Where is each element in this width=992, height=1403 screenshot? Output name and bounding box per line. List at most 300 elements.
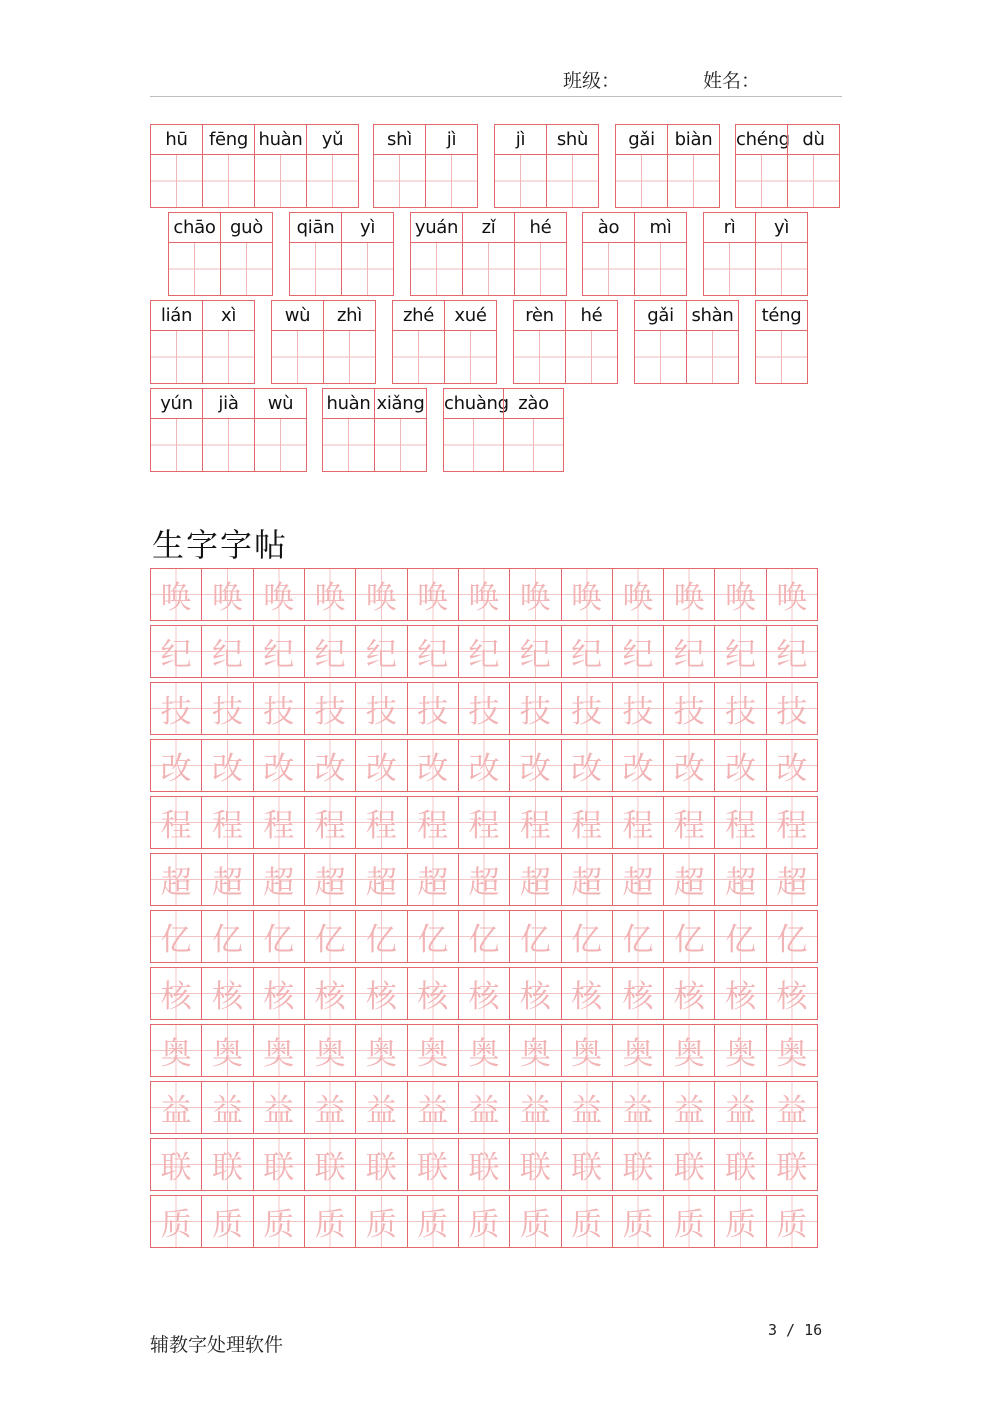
tracing-cell[interactable]: 核: [253, 968, 304, 1019]
pinyin-word-group: [322, 388, 427, 472]
character-writing-box[interactable]: [515, 243, 566, 295]
tracing-cell[interactable]: 超: [509, 854, 560, 905]
tracing-cell[interactable]: 亿: [151, 911, 201, 962]
pinyin-cell: [202, 301, 254, 383]
tracing-cell[interactable]: 改: [151, 740, 201, 791]
tracing-cell[interactable]: 亿: [407, 911, 458, 962]
character-writing-box[interactable]: [736, 155, 787, 207]
pinyin-cell: [323, 389, 374, 471]
tracing-cell[interactable]: 唤: [766, 569, 817, 620]
pinyin-word-group: [373, 124, 478, 208]
character-writing-box[interactable]: [203, 155, 254, 207]
pinyin-cell: [495, 125, 546, 207]
tracing-cell[interactable]: 技: [766, 683, 817, 734]
tracing-cell[interactable]: 改: [407, 740, 458, 791]
tracing-cell[interactable]: 核: [766, 968, 817, 1019]
tracing-cell[interactable]: 奥: [458, 1025, 509, 1076]
character-writing-box[interactable]: [203, 419, 254, 471]
pinyin-syllable: lián: [151, 301, 202, 331]
tracing-cell[interactable]: 亿: [355, 911, 406, 962]
pinyin-cell: [462, 213, 514, 295]
tracing-cell[interactable]: 纪: [201, 626, 252, 677]
tracing-cell[interactable]: 奥: [612, 1025, 663, 1076]
tracing-cell[interactable]: 质: [561, 1196, 612, 1247]
pinyin-syllable: shàn: [687, 301, 738, 331]
tracing-cell[interactable]: 程: [714, 797, 765, 848]
tracing-cell[interactable]: 联: [407, 1139, 458, 1190]
pinyin-cell: [704, 213, 755, 295]
character-writing-box[interactable]: [463, 243, 514, 295]
pinyin-syllable: shì: [374, 125, 425, 155]
tracing-cell[interactable]: 改: [766, 740, 817, 791]
tracing-cell[interactable]: 改: [714, 740, 765, 791]
pinyin-syllable: fēng: [203, 125, 254, 155]
header-divider: [150, 96, 842, 97]
tracing-cell[interactable]: 纪: [612, 626, 663, 677]
practice-grid: [150, 568, 818, 1252]
tracing-cell[interactable]: 唤: [561, 569, 612, 620]
character-writing-box[interactable]: [375, 419, 426, 471]
pinyin-cell: [755, 213, 807, 295]
tracing-cell[interactable]: 唤: [663, 569, 714, 620]
tracing-cell[interactable]: 唤: [201, 569, 252, 620]
tracing-cell[interactable]: 改: [304, 740, 355, 791]
character-writing-box[interactable]: [169, 243, 220, 295]
pinyin-cell: [635, 301, 686, 383]
tracing-cell[interactable]: 技: [304, 683, 355, 734]
tracing-cell[interactable]: 纪: [714, 626, 765, 677]
tracing-cell[interactable]: 奥: [509, 1025, 560, 1076]
tracing-cell[interactable]: 唤: [714, 569, 765, 620]
tracing-cell[interactable]: 奥: [714, 1025, 765, 1076]
tracing-cell[interactable]: 唤: [509, 569, 560, 620]
tracing-cell[interactable]: 亿: [766, 911, 817, 962]
tracing-cell[interactable]: 奥: [151, 1025, 201, 1076]
character-writing-box[interactable]: [393, 331, 444, 383]
pinyin-cell: [787, 125, 839, 207]
pinyin-cell: [514, 213, 566, 295]
pinyin-syllable: jì: [495, 125, 546, 155]
pinyin-syllable: yún: [151, 389, 202, 419]
tracing-cell[interactable]: 程: [253, 797, 304, 848]
tracing-cell[interactable]: 改: [509, 740, 560, 791]
pinyin-cell: [393, 301, 444, 383]
tracing-cell[interactable]: 奥: [561, 1025, 612, 1076]
tracing-cell[interactable]: 技: [201, 683, 252, 734]
pinyin-cell: [616, 125, 667, 207]
tracing-cell[interactable]: 超: [458, 854, 509, 905]
tracing-cell[interactable]: 唤: [253, 569, 304, 620]
pinyin-syllable: shù: [547, 125, 598, 155]
tracing-cell[interactable]: 唤: [304, 569, 355, 620]
practice-row: [150, 853, 818, 906]
tracing-cell[interactable]: 益: [407, 1082, 458, 1133]
character-writing-box[interactable]: [687, 331, 738, 383]
pinyin-syllable: hé: [515, 213, 566, 243]
pinyin-cell: [444, 389, 509, 471]
tracing-cell[interactable]: 质: [714, 1196, 765, 1247]
pinyin-syllable: wù: [255, 389, 306, 419]
pinyin-syllable: yuán: [411, 213, 462, 243]
tracing-cell[interactable]: 超: [561, 854, 612, 905]
tracing-cell[interactable]: 超: [663, 854, 714, 905]
tracing-cell[interactable]: 程: [766, 797, 817, 848]
pinyin-syllable: biàn: [668, 125, 719, 155]
tracing-cell[interactable]: 技: [253, 683, 304, 734]
tracing-cell[interactable]: 亿: [612, 911, 663, 962]
tracing-cell[interactable]: 益: [714, 1082, 765, 1133]
tracing-cell[interactable]: 质: [766, 1196, 817, 1247]
pinyin-word-group: [410, 212, 567, 296]
pinyin-syllable: huàn: [255, 125, 306, 155]
pinyin-cell: [341, 213, 393, 295]
pinyin-word-group: [735, 124, 840, 208]
pinyin-syllable: xué: [445, 301, 496, 331]
practice-row: [150, 568, 818, 621]
pinyin-cell: [202, 389, 254, 471]
tracing-cell[interactable]: 奥: [355, 1025, 406, 1076]
tracing-cell[interactable]: 奥: [766, 1025, 817, 1076]
tracing-cell[interactable]: 亿: [663, 911, 714, 962]
tracing-cell[interactable]: 联: [304, 1139, 355, 1190]
tracing-cell[interactable]: 程: [201, 797, 252, 848]
tracing-cell[interactable]: 奥: [663, 1025, 714, 1076]
tracing-cell[interactable]: 联: [509, 1139, 560, 1190]
tracing-cell[interactable]: 唤: [407, 569, 458, 620]
pinyin-word-group: [271, 300, 376, 384]
pinyin-syllable: téng: [756, 301, 807, 331]
tracing-cell[interactable]: 联: [714, 1139, 765, 1190]
pinyin-syllable: hé: [566, 301, 617, 331]
pinyin-cell: [411, 213, 462, 295]
tracing-cell[interactable]: 益: [304, 1082, 355, 1133]
tracing-cell[interactable]: 质: [253, 1196, 304, 1247]
character-writing-box[interactable]: [151, 419, 202, 471]
tracing-cell[interactable]: 益: [561, 1082, 612, 1133]
tracing-cell[interactable]: 纪: [151, 626, 201, 677]
practice-row: [150, 1024, 818, 1077]
pinyin-cell: [254, 389, 306, 471]
tracing-cell[interactable]: 程: [151, 797, 201, 848]
tracing-cell[interactable]: 亿: [201, 911, 252, 962]
tracing-cell[interactable]: 核: [407, 968, 458, 1019]
character-writing-box[interactable]: [290, 243, 341, 295]
practice-row: [150, 625, 818, 678]
character-writing-box[interactable]: [788, 155, 839, 207]
pinyin-syllable: jià: [203, 389, 254, 419]
character-writing-box[interactable]: [635, 331, 686, 383]
pinyin-syllable: xì: [203, 301, 254, 331]
character-writing-box[interactable]: [756, 243, 807, 295]
pinyin-syllable: mì: [635, 213, 686, 243]
tracing-cell[interactable]: 改: [612, 740, 663, 791]
tracing-cell[interactable]: 程: [612, 797, 663, 848]
tracing-cell[interactable]: 质: [407, 1196, 458, 1247]
pinyin-syllable: ào: [583, 213, 634, 243]
pinyin-cell: [254, 125, 306, 207]
character-writing-box[interactable]: [323, 419, 374, 471]
tracing-cell[interactable]: 奥: [201, 1025, 252, 1076]
pinyin-syllable: jì: [426, 125, 477, 155]
character-writing-box[interactable]: [151, 331, 202, 383]
tracing-cell[interactable]: 纪: [766, 626, 817, 677]
tracing-cell[interactable]: 联: [766, 1139, 817, 1190]
tracing-cell[interactable]: 质: [458, 1196, 509, 1247]
practice-row: [150, 1195, 818, 1248]
pinyin-word-group: [289, 212, 394, 296]
tracing-cell[interactable]: 纪: [561, 626, 612, 677]
character-writing-box[interactable]: [374, 155, 425, 207]
tracing-cell[interactable]: 改: [355, 740, 406, 791]
pinyin-syllable: guò: [221, 213, 272, 243]
pinyin-word-group: [634, 300, 739, 384]
tracing-cell[interactable]: 核: [714, 968, 765, 1019]
pinyin-word-group: [150, 300, 255, 384]
tracing-cell[interactable]: 超: [304, 854, 355, 905]
pinyin-cell: [667, 125, 719, 207]
pinyin-word-group: [494, 124, 599, 208]
tracing-cell[interactable]: 超: [766, 854, 817, 905]
tracing-cell[interactable]: 程: [509, 797, 560, 848]
pinyin-cell: [169, 213, 220, 295]
tracing-cell[interactable]: 益: [355, 1082, 406, 1133]
pinyin-cell: [220, 213, 272, 295]
character-writing-box[interactable]: [411, 243, 462, 295]
tracing-cell[interactable]: 超: [151, 854, 201, 905]
pinyin-word-group: [150, 124, 359, 208]
pinyin-syllable: rèn: [514, 301, 565, 331]
class-label: 班级：: [563, 70, 621, 92]
pinyin-word-group: [168, 212, 273, 296]
tracing-cell[interactable]: 联: [663, 1139, 714, 1190]
tracing-cell[interactable]: 技: [561, 683, 612, 734]
tracing-cell[interactable]: 超: [612, 854, 663, 905]
tracing-cell[interactable]: 联: [253, 1139, 304, 1190]
tracing-cell[interactable]: 质: [355, 1196, 406, 1247]
tracing-cell[interactable]: 亿: [509, 911, 560, 962]
pinyin-word-group: [150, 388, 307, 472]
tracing-cell[interactable]: 技: [355, 683, 406, 734]
pinyin-cell: [546, 125, 598, 207]
pinyin-syllable: chuàng: [444, 389, 503, 419]
tracing-cell[interactable]: 联: [201, 1139, 252, 1190]
tracing-cell[interactable]: 联: [561, 1139, 612, 1190]
tracing-cell[interactable]: 技: [407, 683, 458, 734]
pinyin-syllable: wù: [272, 301, 323, 331]
tracing-cell[interactable]: 质: [612, 1196, 663, 1247]
tracing-cell[interactable]: 唤: [355, 569, 406, 620]
character-writing-box[interactable]: [272, 331, 323, 383]
tracing-cell[interactable]: 联: [612, 1139, 663, 1190]
tracing-cell[interactable]: 技: [151, 683, 201, 734]
tracing-cell[interactable]: 益: [253, 1082, 304, 1133]
tracing-cell[interactable]: 超: [714, 854, 765, 905]
practice-row: [150, 796, 818, 849]
tracing-cell[interactable]: 改: [561, 740, 612, 791]
character-writing-box[interactable]: [307, 155, 358, 207]
character-writing-box[interactable]: [324, 331, 375, 383]
tracing-cell[interactable]: 亿: [304, 911, 355, 962]
pinyin-cell: [374, 389, 426, 471]
pinyin-syllable: dù: [788, 125, 839, 155]
practice-row: [150, 1081, 818, 1134]
tracing-cell[interactable]: 纪: [407, 626, 458, 677]
pinyin-cell: [151, 301, 202, 383]
footer-app-name: 辅教字处理软件: [150, 1334, 284, 1356]
character-writing-box[interactable]: [583, 243, 634, 295]
pinyin-word-group: [703, 212, 808, 296]
tracing-cell[interactable]: 联: [151, 1139, 201, 1190]
pinyin-cell: [756, 301, 807, 383]
tracing-cell[interactable]: 唤: [151, 569, 201, 620]
tracing-cell[interactable]: 程: [458, 797, 509, 848]
tracing-cell[interactable]: 程: [355, 797, 406, 848]
tracing-cell[interactable]: 改: [201, 740, 252, 791]
pinyin-syllable: gǎi: [635, 301, 686, 331]
tracing-cell[interactable]: 超: [407, 854, 458, 905]
tracing-cell[interactable]: 核: [663, 968, 714, 1019]
character-writing-box[interactable]: [255, 419, 306, 471]
tracing-cell[interactable]: 核: [458, 968, 509, 1019]
pinyin-cell: [686, 301, 738, 383]
pinyin-word-group: [615, 124, 720, 208]
tracing-cell[interactable]: 纪: [304, 626, 355, 677]
tracing-cell[interactable]: 核: [304, 968, 355, 1019]
tracing-cell[interactable]: 改: [458, 740, 509, 791]
tracing-cell[interactable]: 益: [458, 1082, 509, 1133]
character-writing-box[interactable]: [566, 331, 617, 383]
tracing-cell[interactable]: 技: [509, 683, 560, 734]
pinyin-cell: [583, 213, 634, 295]
tracing-cell[interactable]: 质: [201, 1196, 252, 1247]
character-writing-box[interactable]: [756, 331, 807, 383]
pinyin-syllable: huàn: [323, 389, 374, 419]
tracing-cell[interactable]: 改: [253, 740, 304, 791]
pinyin-word-group: [513, 300, 618, 384]
tracing-cell[interactable]: 亿: [714, 911, 765, 962]
pinyin-cell: [202, 125, 254, 207]
character-writing-box[interactable]: [151, 155, 202, 207]
tracing-cell[interactable]: 益: [151, 1082, 201, 1133]
tracing-cell[interactable]: 程: [561, 797, 612, 848]
character-writing-box[interactable]: [342, 243, 393, 295]
tracing-cell[interactable]: 亿: [253, 911, 304, 962]
tracing-cell[interactable]: 核: [561, 968, 612, 1019]
pinyin-syllable: yǔ: [307, 125, 358, 155]
character-writing-box[interactable]: [444, 419, 503, 471]
tracing-cell[interactable]: 技: [612, 683, 663, 734]
pinyin-syllable: zǐ: [463, 213, 514, 243]
character-writing-box[interactable]: [514, 331, 565, 383]
pinyin-cell: [514, 301, 565, 383]
tracing-cell[interactable]: 质: [151, 1196, 201, 1247]
page-number: 3 / 16: [768, 1321, 823, 1339]
pinyin-syllable: chāo: [169, 213, 220, 243]
tracing-cell[interactable]: 奥: [407, 1025, 458, 1076]
character-writing-box[interactable]: [616, 155, 667, 207]
character-writing-box[interactable]: [547, 155, 598, 207]
tracing-cell[interactable]: 奥: [304, 1025, 355, 1076]
character-writing-box[interactable]: [635, 243, 686, 295]
pinyin-syllable: zào: [504, 389, 563, 419]
tracing-cell[interactable]: 核: [151, 968, 201, 1019]
character-writing-box[interactable]: [704, 243, 755, 295]
tracing-cell[interactable]: 纪: [663, 626, 714, 677]
pinyin-word-group: [392, 300, 497, 384]
tracing-cell[interactable]: 程: [407, 797, 458, 848]
tracing-cell[interactable]: 纪: [253, 626, 304, 677]
pinyin-cell: [634, 213, 686, 295]
tracing-cell[interactable]: 益: [201, 1082, 252, 1133]
tracing-cell[interactable]: 技: [663, 683, 714, 734]
tracing-cell[interactable]: 唤: [458, 569, 509, 620]
tracing-cell[interactable]: 核: [201, 968, 252, 1019]
tracing-cell[interactable]: 亿: [561, 911, 612, 962]
pinyin-word-group: [443, 388, 564, 472]
tracing-cell[interactable]: 技: [714, 683, 765, 734]
tracing-cell[interactable]: 益: [663, 1082, 714, 1133]
tracing-cell[interactable]: 益: [766, 1082, 817, 1133]
tracing-cell[interactable]: 超: [201, 854, 252, 905]
tracing-cell[interactable]: 超: [355, 854, 406, 905]
pinyin-cell: [306, 125, 358, 207]
tracing-cell[interactable]: 唤: [612, 569, 663, 620]
tracing-cell[interactable]: 程: [663, 797, 714, 848]
tracing-cell[interactable]: 联: [355, 1139, 406, 1190]
tracing-cell[interactable]: 纪: [509, 626, 560, 677]
tracing-cell[interactable]: 益: [509, 1082, 560, 1133]
tracing-cell[interactable]: 技: [458, 683, 509, 734]
tracing-cell[interactable]: 益: [612, 1082, 663, 1133]
name-label: 姓名：: [703, 70, 761, 92]
tracing-cell[interactable]: 亿: [458, 911, 509, 962]
tracing-cell[interactable]: 质: [304, 1196, 355, 1247]
tracing-cell[interactable]: 质: [509, 1196, 560, 1247]
character-writing-box[interactable]: [221, 243, 272, 295]
pinyin-word-group: [582, 212, 687, 296]
tracing-cell[interactable]: 质: [663, 1196, 714, 1247]
character-writing-box[interactable]: [203, 331, 254, 383]
pinyin-syllable: xiǎng: [375, 389, 426, 419]
pinyin-cell: [425, 125, 477, 207]
pinyin-cell: [565, 301, 617, 383]
pinyin-cell: [290, 213, 341, 295]
tracing-cell[interactable]: 联: [458, 1139, 509, 1190]
pinyin-cell: [151, 389, 202, 471]
character-writing-box[interactable]: [504, 419, 563, 471]
pinyin-cell: [503, 389, 563, 471]
practice-row: [150, 739, 818, 792]
pinyin-syllable: zhì: [324, 301, 375, 331]
tracing-cell[interactable]: 核: [355, 968, 406, 1019]
tracing-cell[interactable]: 核: [612, 968, 663, 1019]
tracing-cell[interactable]: 纪: [355, 626, 406, 677]
tracing-cell[interactable]: 改: [663, 740, 714, 791]
character-writing-box[interactable]: [255, 155, 306, 207]
character-writing-box[interactable]: [426, 155, 477, 207]
pinyin-syllable: rì: [704, 213, 755, 243]
tracing-cell[interactable]: 奥: [253, 1025, 304, 1076]
character-writing-box[interactable]: [668, 155, 719, 207]
character-writing-box[interactable]: [495, 155, 546, 207]
pinyin-cell: [151, 125, 202, 207]
tracing-cell[interactable]: 程: [304, 797, 355, 848]
tracing-cell[interactable]: 核: [509, 968, 560, 1019]
tracing-cell[interactable]: 纪: [458, 626, 509, 677]
pinyin-cell: [444, 301, 496, 383]
character-writing-box[interactable]: [445, 331, 496, 383]
tracing-cell[interactable]: 超: [253, 854, 304, 905]
